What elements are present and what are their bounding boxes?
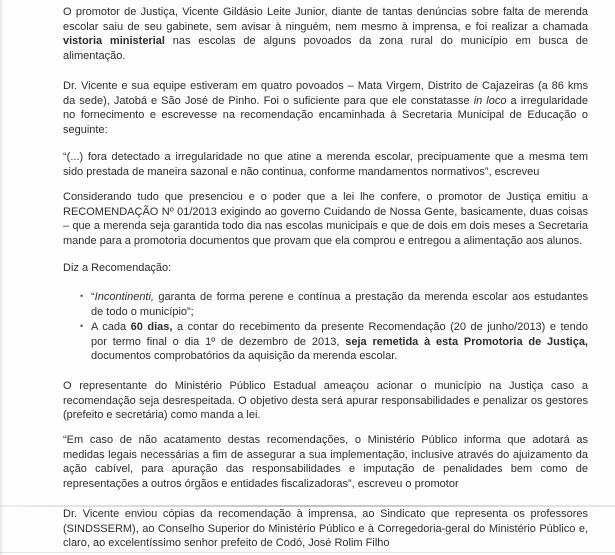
paragraph-line — [63, 190, 588, 204]
paragraph-line — [63, 20, 588, 34]
paragraph-line — [63, 477, 588, 491]
bullet-item-line — [91, 290, 588, 304]
text-run: RECOMENDAÇÃO Nº 01/2013 exigindo ao governo Cuidando de Nossa Gente, basicamente, duas coisas — [63, 205, 588, 218]
paragraph-line — [63, 433, 588, 447]
paragraph-line — [63, 261, 588, 275]
text-run: A cada — [91, 321, 131, 333]
text-run: recomendação seja desrespeitada. O objetivo desta será apurar responsabilidades e penalizar os gestores — [63, 394, 588, 407]
text-run: ação cabível, para apuração das responsabilidades e imputação de penalidades bem como de — [63, 463, 588, 476]
bullet-item-line — [91, 320, 588, 334]
text-run: “(...) fora detectado a irregularidade no que atine a merenda escolar, precipuamente que a mesma tem — [63, 151, 588, 163]
bullet-item-line — [91, 305, 588, 319]
text-run: de todo o município”; — [91, 305, 194, 318]
text-run: medidas legais necessárias a fim de assegurar a sua implementação, inclusive através do ajuizamento da — [63, 448, 588, 461]
paragraph-line — [63, 408, 588, 422]
text-run: O representante do Ministério Público Estadual ameaçou acionar o município na Justiça caso a — [63, 380, 588, 392]
paper-fold-line — [0, 552, 615, 553]
paragraph-line — [63, 34, 588, 48]
text-run: da sede), Jatobá e São José de Pinho. Foi o suficiente para que ele constatasse — [63, 94, 474, 107]
paragraph-line — [63, 150, 588, 164]
text-run: alimentação. — [63, 50, 126, 63]
text-run: (prefeito e secretária) como manda a lei. — [63, 409, 261, 422]
bullet-icon: • — [80, 291, 84, 301]
text-run: seguinte: — [63, 124, 108, 137]
paragraph-line — [63, 507, 588, 521]
scan-edge — [0, 0, 4, 555]
text-run: a contar do recebimento da presente Recomendação (20 de junho/2013) e tendo — [172, 321, 589, 333]
paragraph-line — [63, 79, 588, 93]
text-run: nas escolas de alguns povoados da zona rural do município em busca de — [164, 35, 588, 48]
text-run: (SINDSSERM), ao Conselho Superior do Ministério Público e à Corregedoria-geral do Ministério Público e, — [63, 522, 588, 535]
paragraph-line — [63, 462, 588, 476]
italic-text: in loco — [473, 94, 507, 107]
text-run: mande para a promotoria documentos que provam que ela comprou e entregou a alimentação aos alunos. — [63, 235, 583, 248]
bullet-item-line — [91, 349, 588, 363]
text-run: Dr. Vicente enviou cópias da recomendação à imprensa, ao Sindicato que representa os professores — [63, 508, 588, 520]
paragraph-line — [63, 94, 588, 108]
bullet-item-line — [91, 335, 588, 349]
text-run: a irregularidade — [506, 94, 588, 107]
text-run: por termo final o dia 1º de dezembro de 2013, — [91, 335, 346, 348]
text-run: Diz a Recomendação: — [63, 262, 172, 274]
bullet-icon: • — [80, 321, 84, 331]
bold-text: vistoria ministerial — [63, 35, 165, 48]
text-run: escolar saiu de seu gabinete, sem avisar à ninguém, nem mesmo à imprensa, e foi realizar a chamada — [63, 20, 588, 33]
paragraph-line — [63, 536, 588, 550]
text-run: garanta de forma perene e contínua a prestação da merenda escolar aos estudantes — [154, 291, 588, 303]
paragraph-line — [63, 49, 588, 63]
text-run: sido prestada de maneira sazonal e não continua, conforme mandamentos normativos”, escreveu — [63, 165, 540, 178]
text-run: claro, ao excelentíssimo senhor prefeito de Codó, José Rolim Filho — [63, 537, 390, 550]
text-run: Dr. Vicente e sua equipe estiveram em quatro povoados – Mata Virgem, Distrito de Cajazeiras (a 86 kms — [63, 80, 588, 92]
paragraph-line — [63, 219, 588, 233]
paragraph-line — [63, 379, 588, 393]
text-run: – que a merenda seja garantida todo dia nas escolas municipais e que de dois em dois meses a Secretaria — [63, 220, 588, 233]
paragraph-line — [63, 522, 588, 536]
paragraph-line — [63, 234, 588, 248]
paragraph-line — [63, 123, 588, 137]
text-run: “ — [91, 291, 95, 303]
italic-text: Incontinenti, — [94, 291, 154, 303]
text-run: “Em caso de não acatamento destas recomendações, o Ministério Público informa que adotará as — [63, 434, 588, 446]
paragraph-line — [63, 205, 588, 219]
bold-text: 60 dias, — [130, 321, 173, 333]
paragraph-line — [63, 394, 588, 408]
text-run: O promotor de Justiça, Vicente Gildásio Leite Junior, diante de tantas denúncias sobre falta de merenda — [63, 6, 588, 18]
paragraph-line — [63, 5, 588, 19]
paragraph-line — [63, 448, 588, 462]
paragraph-line — [63, 165, 588, 179]
paragraph-line — [63, 108, 588, 122]
text-run: representações a outros órgãos e entidades fiscalizadoras”, escreveu o promotor — [63, 478, 459, 491]
text-run: documentos comprobatórios da aquisição da merenda escolar. — [91, 350, 398, 363]
text-run: Considerando tudo que presenciou e o poder que a lei lhe confere, o promotor de Justiça emitiu a — [63, 191, 588, 203]
text-run: no fornecimento e escrevesse na recomendação encaminhada à Secretaria Municipal de Educação o — [63, 109, 588, 122]
bold-text: seja remetida à esta Promotoria de Justiça, — [345, 335, 588, 348]
